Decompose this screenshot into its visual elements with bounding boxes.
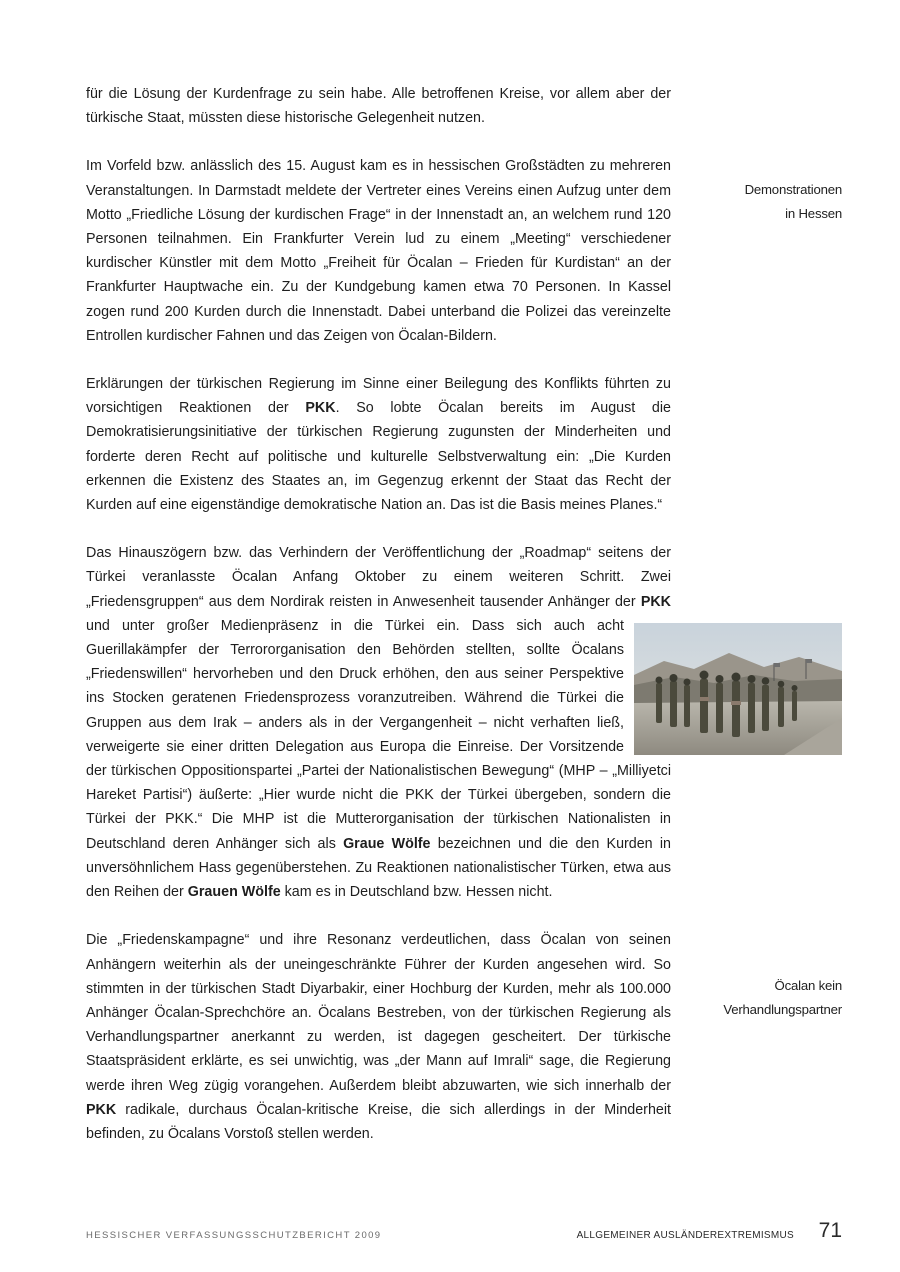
paragraph-1-text: für die Lösung der Kurdenfrage zu sein habe. Alle betroffenen Kreise, vor allem aber der türkische Staat, müssten diese historische Gelegenheit nutzen.: [86, 86, 671, 127]
pkk-bold: PKK: [640, 593, 671, 610]
paragraph-5: [86, 928, 671, 1146]
footer-publication-title: HESSISCHER VERFASSUNGSSCHUTZBERICHT 2009: [86, 1230, 382, 1241]
margin-note-2-line-1: Öcalan kein: [774, 978, 842, 993]
margin-note-demonstrationen: [672, 178, 842, 226]
paragraph-4-text-c: und unter großer Medienpräsenz in die Türkei ein. Dass sich auch acht Guerillakämpfer der Terrororganisation den Behörden stellten, sollte Öcalans „Friedenswillen“ hervorheben und den Druck erhöhen, den aus seiner Perspektive ins Stocken geratenen Friedensprozess voranzutreiben. Während die Türkei die Gruppen aus dem Irak – anders als in der Vergangenheit – nicht verhaften ließ, verweigerte sie einer dritten Delegation aus Europa die Einreise. Der Vorsitzende der türkischen Oppositionspartei „Partei der Nationalistischen Bewegung“ (MHP – „Milliyetci Hareket Partisi“) äußerte: „Hier wurde nicht die PKK der Türkei übergeben, sondern die Türkei der PKK.“ Die MHP ist die Mutterorganisation der türkischen Nationalisten in Deutschland deren Anhänger sich als: [86, 617, 671, 852]
margin-note-1-line-2: in Hessen: [785, 206, 842, 221]
paragraph-5-text-c: radikale, durchaus Öcalan-kritische Kreise, die sich allerdings in der Minderheit befinden, zu Öcalans Vorstoß stellen werden.: [86, 1101, 671, 1142]
photo-image: [634, 623, 842, 755]
paragraph-3-text-a: Erklärungen der türkischen Regierung im Sinne einer Beilegung des Konflikts führten zu vorsichtigen Reaktionen der: [86, 376, 671, 417]
margin-note-2-line-2: Verhandlungspartner: [723, 1002, 842, 1017]
paragraph-2: [86, 154, 671, 348]
paragraph-4-text-d: bezeichnen und die den Kurden in unversöhnlichem Hass gegenüberstehen. Zu Reaktionen nationalistischer Türken, etwa aus den Reihen der: [86, 835, 671, 901]
paragraph-4-text-a: Das Hinauszögern bzw. das Verhindern der Veröffentlichung der „Roadmap“ seitens der Türkei veranlasste Öcalan Anfang Oktober zu einem weiteren Schritt. Zwei „Friedensgruppen“ aus dem Nordirak reisten in Anwesenheit tausender Anhänger der: [86, 545, 671, 610]
paragraph-4: [86, 541, 671, 904]
paragraph-2-text: Im Vorfeld bzw. anlässlich des 15. August kam es in hessischen Großstädten zu mehreren Veranstaltungen. In Darmstadt meldete der Vertreter eines Vereins einen Aufzug unter dem Motto „Friedliche Lösung der kurdischen Frage“ in der Innenstadt an, an welchem rund 120 Personen teilnahmen. Ein Frankfurter Verein lud zu einem „Meeting“ verschiedener kurdischer Künstler mit dem Motto „Freiheit für Öcalan – Frieden für Kurdistan“ an der Frankfurter Hauptwache ein. Zu der Kundgebung kamen etwa 70 Personen. In Kassel zogen rund 200 Kurden durch die Innenstadt. Dabei unterband die Polizei das vereinzelte Entrollen kurdischer Fahnen und das Zeigen von Öcalan-Bildern.: [86, 158, 671, 344]
graue-woelfe-bold: Graue Wölfe: [343, 835, 431, 852]
paragraph-5-text-a: Die „Friedenskampagne“ und ihre Resonanz verdeutlichen, dass Öcalan von seinen Anhängern weiterhin als der uneingeschränkte Führer der Kurden angesehen wird. So stimmten in der türkischen Stadt Diyarbakir, einer Hochburg der Kurden, mehr als 100.000 Anhänger Öcalan-Sprechchöre an. Öcalans Bestreben, von der türkischen Regierung als Verhandlungspartner anerkannt zu werden, ist dagegen gescheitert. Der türkische Staatspräsident erklärte, es sei unwichtig, was „der Mann auf Imrali“ sage, die Regierung werde ihren Weg zügig vorangehen. Außerdem bleibt abzuwarten, wie sich innerhalb der: [86, 932, 671, 1094]
pkk-bold: PKK: [86, 1101, 117, 1118]
margin-note-verhandlungspartner: [672, 974, 842, 1022]
photo-container: [634, 623, 842, 755]
paragraph-4-text-e: kam es in Deutschland bzw. Hessen nicht.: [280, 884, 553, 901]
pkk-bold: PKK: [305, 400, 336, 417]
grauen-woelfe-bold: Grauen Wölfe: [187, 884, 281, 901]
paragraph-3-text-c: . So lobte Öcalan bereits im August die Demokratisierungsinitiative der türkischen Regierung zugunsten der Minderheiten und forderte deren Recht auf politische und kulturelle Selbstverwaltung ein: „Die Kurden erkennen die Existenz des Staates an, im Gegenzug erkennt der Staat das Recht der Kurden auf eine eigenständige demokratische Nation an. Das ist die Basis meines Planes.“: [86, 400, 671, 514]
margin-note-1-line-1: Demonstrationen: [744, 182, 842, 197]
paragraph-3: [86, 372, 671, 517]
paragraph-1: [86, 82, 671, 130]
footer-section-title: ALLGEMEINER AUSLÄNDEREXTREMISMUS: [576, 1230, 794, 1241]
main-text-column: [86, 82, 671, 1170]
page-number: 71: [818, 1219, 842, 1242]
